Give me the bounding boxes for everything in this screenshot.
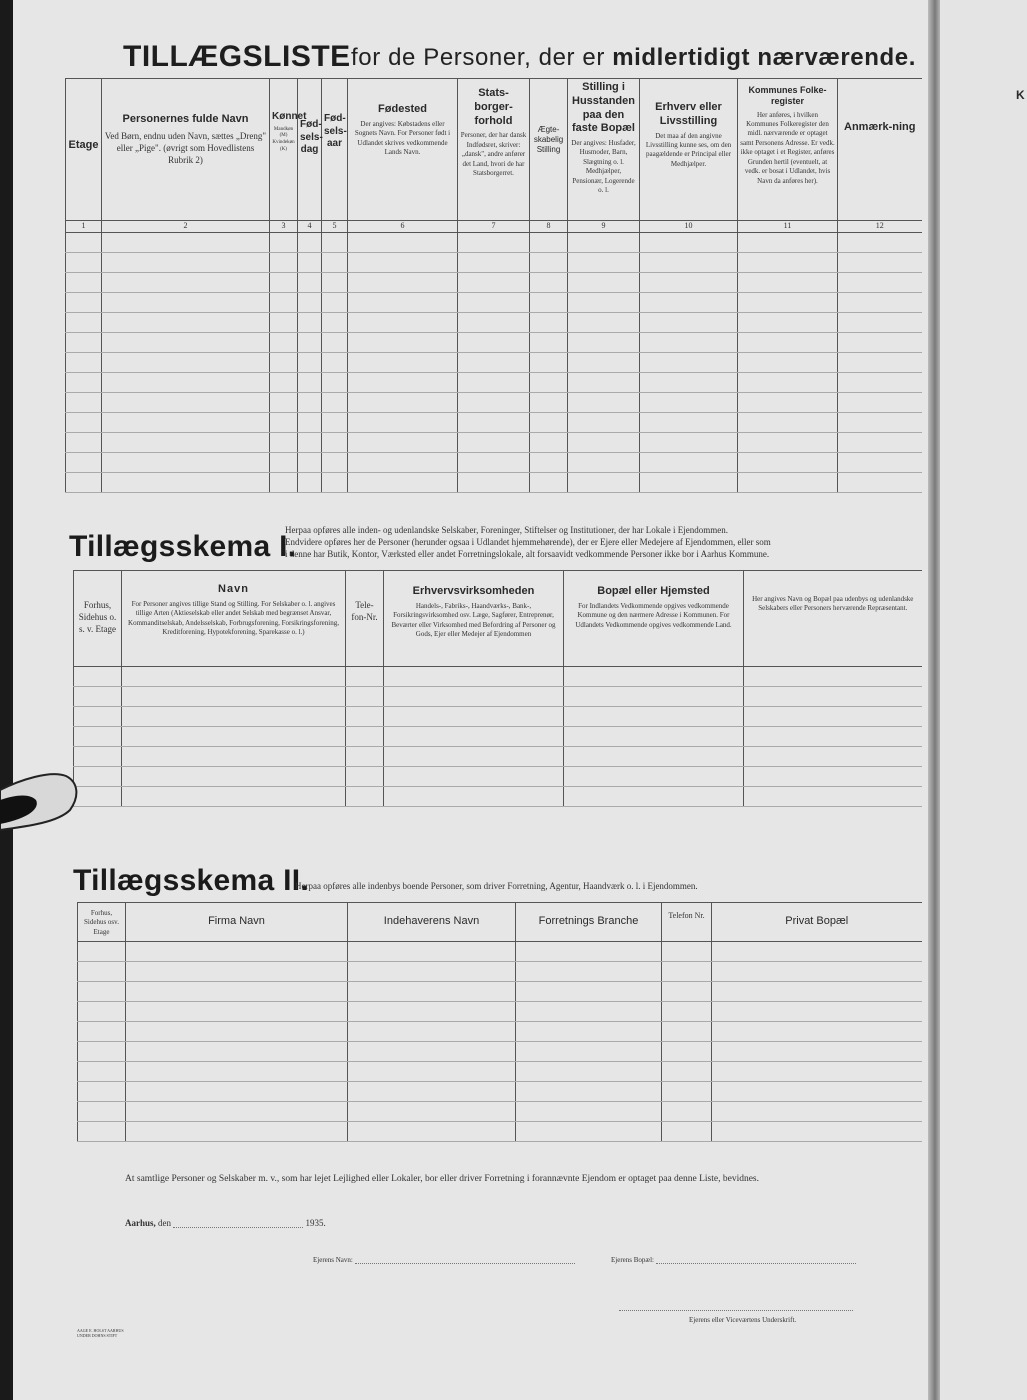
table-row	[78, 962, 922, 982]
table-row	[74, 787, 922, 807]
table-row	[66, 333, 922, 353]
table-row	[78, 1042, 922, 1062]
table-row	[66, 273, 922, 293]
table-row	[78, 1022, 922, 1042]
s2-col-bopael: Privat Bopæl	[712, 903, 922, 942]
skema2-title: Tillægsskema II.	[73, 864, 310, 897]
table-row	[78, 942, 922, 962]
s2-col-telefon: Telefon Nr.	[662, 903, 712, 942]
s2-col-firma: Firma Navn	[126, 903, 348, 942]
thumb-icon	[0, 760, 80, 840]
certification-text: At samtlige Personer og Selskaber m. v., som har lejet Lejlighed eller Lokaler, bor eller driver Forretning i forannævnte Ejendom er optaget paa denne Liste, bevidnes.	[125, 1174, 759, 1184]
table-row	[66, 453, 922, 473]
right-page-edge	[940, 0, 1027, 1400]
owner-address-line: Ejerens Bopæl:	[611, 1256, 856, 1264]
table-row	[66, 313, 922, 333]
table-row	[66, 373, 922, 393]
col-folkeregister: Kommunes Folke-register Her anføres, i hvilken Kommunes Folkeregister den midl. nærværende er optaget samt Personens Adresse. Er vedk. ikke optaget i et Register, anføres Grunden hertil (eventuelt, at vedk. er bosat i Udlandet, hvis Navn da anføres her).	[738, 79, 838, 221]
s1-col-repraesentant: Her angives Navn og Bopæl paa udenbys og udenlandske Selskabers eller Personers herværende Repræsentant.	[744, 571, 922, 667]
col-koen: Kønnet Mandkøn (M) Kvindekøn (K)	[270, 79, 298, 221]
tillaegsliste-table: Etage Personernes fulde Navn Ved Børn, endnu uden Navn, sættes „Dreng" eller „Pige". (øvrigt som Hovedlistens Rubrik 2) Kønnet Mandkøn (M) Kvindekøn (K) Fød-sels-dag Fød-sels-aar Fødested Der angives: Købstadens eller Sognets Navn. For Personer født i Udlandet skrives vedkommende Lands Navn. Stats-borger-forhold Personer, der har dansk Indfødsret, skriver: „dansk", andre anfører det Land, hvori de har Statsborgerret. Ægte-skabelig Stilling Stilling i Husstanden paa den faste Bopæl Der angives: Husfader, Husmoder, Barn, Slægtning o. l. Medhjælper, Pensionær, Logerende o. l. Erhverv eller Livsstilling Det maa af den angivne Livsstilling kunne ses, om den paagældende er Principal eller Medhjælper. Kommunes Folke-register Her anføres, i hvilken Kommunes Folkeregister den midl. nærværende er optaget samt Personens Adresse. Er vedk. ikke optaget i et Register, anføres Grunden hertil (eventuelt, at vedk. er bosat i Udlandet, hvis Navn da anføres her). Anmærk-ning 1 2 3 4 5 6 7 8 9 10 11 12	[65, 78, 922, 493]
table-row	[66, 353, 922, 373]
table-row	[78, 1062, 922, 1082]
s2-col-indehaver: Indehaverens Navn	[348, 903, 516, 942]
table-row	[78, 1102, 922, 1122]
s1-col-telefon: Tele-fon-Nr.	[346, 571, 384, 667]
s1-col-navn: Navn For Personer angives tillige Stand og Stilling. For Selskaber o. l. angives tillige Arten (Aktieselskab eller andet Selskab med begrænset Ansvar, Kommanditselskab, Andelsselskab, Forbrugsforening, Forsikringsforening, Kreditforening, Hypotekforening, Sparekasse o. l.)	[122, 571, 346, 667]
s2-col-etage: Forhus, Sidehus osv. Etage	[78, 903, 126, 942]
table-row	[78, 1122, 922, 1142]
table-row	[74, 727, 922, 747]
table-row	[66, 433, 922, 453]
table-row	[74, 707, 922, 727]
col-statsborger: Stats-borger-forhold Personer, der har dansk Indfødsret, skriver: „dansk", andre anfører det Land, hvori de har Statsborgerret.	[458, 79, 530, 221]
s1-col-etage: Forhus, Sidehus o. s. v. Etage	[74, 571, 122, 667]
table-row	[66, 393, 922, 413]
table-row	[74, 747, 922, 767]
table-row	[66, 253, 922, 273]
form-page	[13, 0, 933, 1400]
col-foedested: Fødested Der angives: Købstadens eller Sognets Navn. For Personer født i Udlandet skrives vedkommende Lands Navn.	[348, 79, 458, 221]
col-etage: Etage	[66, 79, 102, 221]
col-foedselsdag: Fød-sels-dag	[298, 79, 322, 221]
date-line: Aarhus, den 1935.	[125, 1218, 326, 1228]
main-title: TILLÆGSLISTE	[123, 40, 351, 73]
main-subtitle: for de Personer, der er midlertidigt nærværende.	[351, 44, 916, 71]
s2-col-branche: Forretnings Branche	[516, 903, 662, 942]
table-row	[78, 1002, 922, 1022]
col-aegteskab: Ægte-skabelig Stilling	[530, 79, 568, 221]
table-row	[66, 473, 922, 493]
skema1-description: Herpaa opføres alle inden- og udenlandske Selskaber, Foreninger, Stiftelser og Institutioner, der har Lokale i Ejendommen. Endvidere opføres her de Personer (herunder ogsaa i Udlandet hjemmehørende), der er Ejere eller Medejere af Ejendommen, eller som i denne har Butik, Kontor, Værksted eller andet Forretningslokale, alt forsaavidt vedkommende Personer ikke bor i Aarhus Kommune.	[285, 525, 771, 559]
col-stilling: Stilling i Husstanden paa den faste Bopæl Der angives: Husfader, Husmoder, Barn, Slægtning o. l. Medhjælper, Pensionær, Logerende o. l.	[568, 79, 640, 221]
table-row	[74, 667, 922, 687]
table-row	[74, 767, 922, 787]
signature-line	[619, 1310, 853, 1311]
signature-caption: Ejerens eller Viceværtens Underskrift.	[689, 1316, 797, 1324]
table-row	[74, 687, 922, 707]
col-erhverv: Erhverv eller Livsstilling Det maa af den angivne Livsstilling kunne ses, om den paagældende er Principal eller Medhjælper.	[640, 79, 738, 221]
right-page-letter: K	[1016, 88, 1025, 102]
skema1-title: Tillægsskema I.	[69, 530, 297, 563]
skema1-table	[73, 570, 922, 807]
table-row	[66, 293, 922, 313]
owner-name-line: Ejerens Navn:	[313, 1256, 575, 1264]
col-navn: Personernes fulde Navn Ved Børn, endnu uden Navn, sættes „Dreng" eller „Pige". (øvrigt som Hovedlistens Rubrik 2)	[102, 79, 270, 221]
table-row	[78, 1082, 922, 1102]
col-anmaerkning: Anmærk-ning	[838, 79, 922, 221]
table-row	[66, 233, 922, 253]
skema2-description: Herpaa opføres alle indenbys boende Personer, som driver Forretning, Agentur, Haandværk o. l. i Ejendommen.	[295, 881, 698, 891]
printer-mark: AAGE E. HOLST AARHUS UNDER DOHNS STIFT	[77, 1328, 124, 1338]
table-row	[78, 982, 922, 1002]
skema2-table	[77, 902, 922, 1142]
s1-col-bopael: Bopæl eller Hjemsted For Indlandets Vedkommende opgives vedkommende Kommune og den nærmere Adresse i Kommunen. For Udlandets Vedkommende opgives vedkommende Land.	[564, 571, 744, 667]
col-foedselsaar: Fød-sels-aar	[322, 79, 348, 221]
table-row	[66, 413, 922, 433]
s1-col-erhverv: Erhvervsvirksomheden Handels-, Fabriks-, Haandværks-, Bank-, Forsikringsvirksomhed osv. Læge, Sagfører, Entreprenør, Beværter eller Virksomhed med Befordring af Personer og Gods, Ejer eller Medejer af Ejendommen	[384, 571, 564, 667]
